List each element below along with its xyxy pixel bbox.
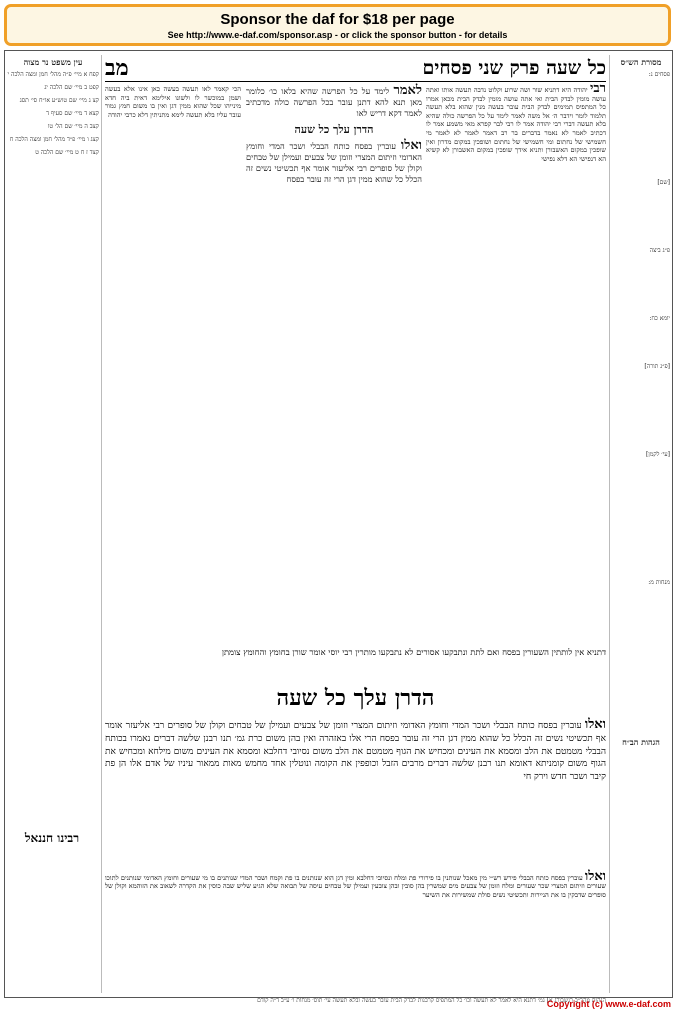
upper-columns: [105, 81, 606, 645]
margin-note: [פ״ג תורה]: [644, 363, 670, 370]
mishnah-lead-word: ואלו: [584, 717, 606, 732]
margin-note: יומא כח:: [649, 315, 670, 322]
margin-note: מנחות מ:: [648, 579, 670, 586]
sponsor-title[interactable]: Sponsor the daf for $18 per page: [220, 11, 455, 28]
mishnah-text: עוברין בפסח כותח הבבלי ושכר המדי וחומץ האדומי וזיתום המצרי וזומן של צבעים ועמילן של טבחים וקולן של סופרים רבי אליעזר אומר אף תכשיטי נשים זה הכלל כל שהוא ממין דגן הרי זה עובר בפסח הרי אלו באזהרה ואין בהן משום כרת גמ׳ תנו רבנן שלשה דברים נאמרו בכותח הבבלי מטמטם את הלב ומסמא את העינים ומכחיש את הגוף מטמטם את הלב משום נסיובי דחלבא ומסמא את העינים משום מילחא ומכחיש את הגוף משום קומניתא דאומא תנו רבנן שלשה דברים מרבים הזבל וכופפין את הקומה ונוטלין אחד מחמש מאות ממאור עיניו של אדם אלו הן פת קיבר ושכר חדש וירק חי: [105, 721, 606, 783]
bottom-notes: הגהות מהר״ב רנשבורג א] גמ׳ דתנא היא לאמר לא תעשה וכו׳ כל המתפיס קרבנות לבדק הבית עובר בעשה ובלא תעשה עי׳ תוס׳ מנחות ו׳ ע״ב ד״ה קודם: [257, 997, 606, 1004]
margin-note: קצב ה מיי׳ שם הל׳ טו: [47, 123, 99, 130]
gemara-hadran: הדרן עלך כל שעה: [294, 123, 374, 136]
margin-note: קצג ו מיי׳ פ״ד מהל׳ חמן ומצה הלכה ח: [9, 136, 99, 143]
sponsor-subtitle[interactable]: See http://www.e-daf.com/sponsor.asp - or click the sponsor button - for details: [167, 30, 508, 40]
left-margin-heading: עין משפט נר מצוה: [23, 57, 83, 67]
margin-note: [עי׳ לקמן]: [645, 451, 670, 458]
lower-text: עוברין בפסח כותח הבבלי פירש רש״י מין מאכל שנותנין בו פירורי פת ומלח ונסיובי דחלבא ומין דגן הוא שנותנים בו פת וקמח ושכר המדי שנותנים בו מי שעורים וחומץ האדומי שנותנים לתוכו שעורים וזיתום המצרי שכר שעורים ומלח וזומן של צבעים מים שמשרין בהן סובין ובהן צובעין ועמילן של טבחים עיסה של תבואה שלא הגיע שליש שבה כוסין את הקדרה לשאוב את הזוהמא וקולן של סופרים שדבקין בו את הניירות ותכשיטי נשים סולת שמשירות את השיער: [105, 874, 606, 899]
margin-note: קצא ד מיי׳ שם סעיף ד: [46, 110, 99, 117]
gemara-text: לימד על כל הפרשה שהיא בלאו כו׳ כלומר מאן תנא להא דתנן עובר בכל הפרשה כולה מדכתיב לאמר דקא דריש לאו: [246, 86, 422, 118]
lower-commentary: [105, 869, 606, 997]
sponsor-banner[interactable]: [4, 4, 671, 46]
gemara-lead-word: לאמר: [393, 83, 422, 98]
right-margin-notes: [609, 55, 670, 993]
tosafot-text: הכי קאמר לאו תעשה בעשה כאן אינו אלא בעשה ושמן במוכשר לו ולשונו אילימא דאית ביה חדא מינייהו שכל שהוא ממין דגן ואין בו משום חמץ גמור עובר עליו בלא תעשה לימא מתניתין דלא כרבי יהודה: [105, 85, 241, 119]
margin-note: קפט ב מיי׳ שם הלכה יג: [44, 84, 99, 91]
gemara-text-2: עוברין בפסח כותח הבבלי ושכר המדי וחומץ האדומי וזיתום המצרי וזומן של צבעים ועמילן של טבחים וקולן של סופרים רבי אליעזר אומר אף תכשיטי נשים זה הכלל כל שהוא ממין דגן הרי זה עובר בפסח: [246, 141, 422, 184]
right-margin-heading: מסורת הש״ס: [620, 57, 662, 67]
page-header: [105, 55, 606, 82]
gemara-column: [246, 85, 422, 645]
copyright-notice: Copyright (c) www.e-daf.com: [546, 999, 671, 1009]
margin-note: פ״ג ביצה: [649, 247, 670, 254]
mishnah-block: [105, 719, 606, 867]
hagahot-heading: הגהות הב״ח: [622, 737, 660, 747]
left-margin-notes: [7, 55, 102, 993]
column-lead-word: רבי: [589, 81, 606, 96]
chapter-end-hadran: הדרן עלך כל שעה: [276, 685, 435, 711]
rabbeinu-chananel-heading: רבינו חננאל: [24, 831, 80, 845]
margin-note: קפח א מיי׳ פ״ה מהל׳ חמן ומצה הלכה י: [7, 71, 99, 78]
rashi-column: [426, 81, 606, 645]
lower-lead-word: ואלו: [584, 869, 606, 884]
margin-note: [שם]: [657, 179, 670, 186]
margin-note: פסחים נ:: [648, 71, 670, 78]
gemara-lead-word-2: ואלו: [400, 138, 422, 153]
tosafot-column: [105, 85, 241, 645]
column-text: יהודה היא דתניא שור ושה שרוע וקלוט נדבה תעשה אותו ואתה עושה מומין לבדק הבית ואי אתה עושה מומין לבדק הבית מכאן אמרו כל המתפיס תמימים לבדק הבית עובר בעשה מנין שהוא בלא תעשה תלמוד לומר וידבר ה׳ אל משה לאמר לימד על כל הפרשה כולה שהיא בלא תעשה דברי רבי יהודה אמר לו רבי לבר קפרא מאי משמע אמר לו דכתיב לאמר לא נאמר בדברים בר רב דאמר לאמר לא לאמר מי חשמישי של נחתום ומי חשמישי של נחתום ושופכין במקום מדרון ואין שופכין במקום האשבורן ותניא אידך שופכין במקום האשבורן לא קשיא הא דנפישי הא דלא נפישי: [426, 86, 606, 163]
margin-note: קצ ג מיי׳ שם טוש״ע או״ח סי׳ תסג: [19, 97, 99, 104]
daf-number: מב: [105, 55, 129, 81]
margin-note: קצד ז ח ט מיי׳ שם הלכה ט: [35, 149, 99, 156]
tractate-title: כל שעה פרק שני פסחים: [422, 56, 606, 79]
gemara-bridge-text: דתניא אין לותתין השעורין בפסח ואם לתת ונתבקעו אסורים לא נתבקעו מותרין רבי יוסי אומר שורן בחומץ והחומץ צומתן: [221, 647, 606, 657]
